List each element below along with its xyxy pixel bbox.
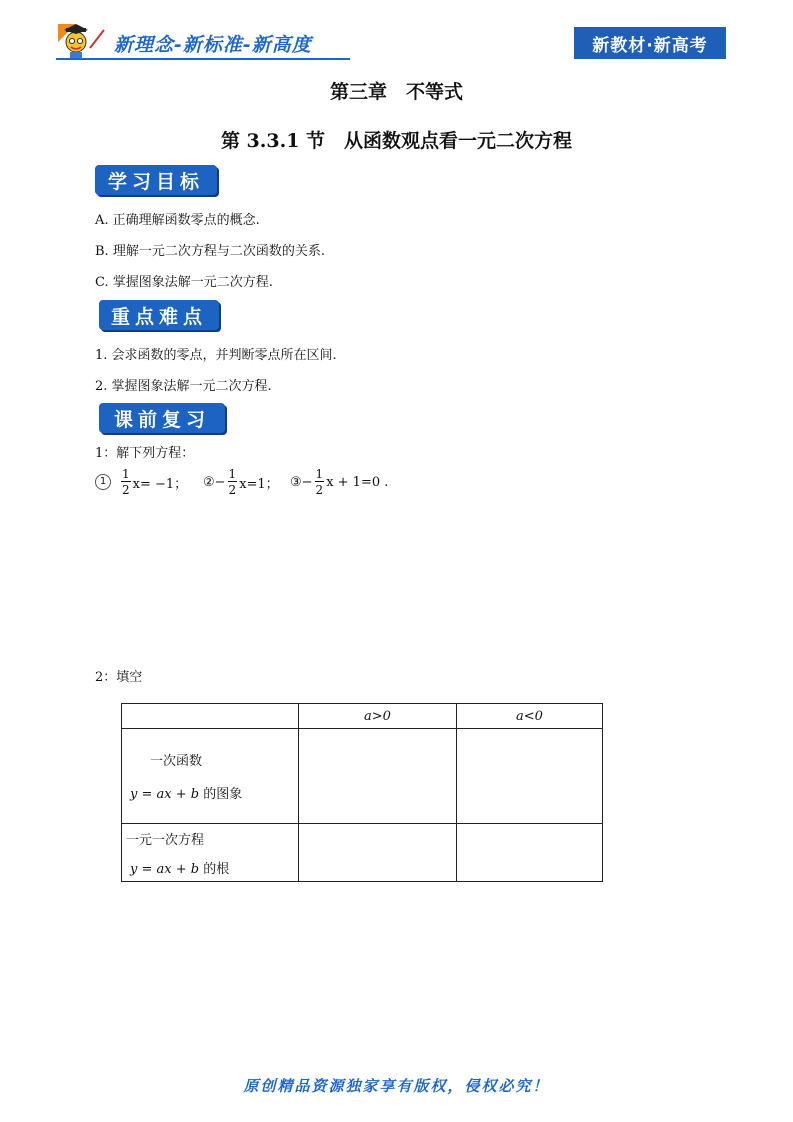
equation-2-marker: ②− bbox=[203, 474, 226, 490]
equation-3-rest: x + 1=0 . bbox=[326, 474, 389, 490]
equation-3-marker: ③− bbox=[290, 474, 313, 490]
objective-item: A. 正确理解函数零点的概念. bbox=[95, 213, 260, 228]
fraction: $\frac{1}{2}$ bbox=[122, 467, 130, 497]
header-badge: 新教材·新高考 bbox=[574, 27, 726, 59]
equation-1 bbox=[95, 468, 187, 496]
table-row bbox=[122, 729, 603, 824]
question-1-label: 1：解下列方程： bbox=[95, 446, 195, 461]
fraction: $\frac{1}{2}$ bbox=[228, 467, 237, 497]
equation-2 bbox=[203, 468, 279, 496]
answer-cell[interactable] bbox=[299, 729, 457, 824]
header-underline bbox=[56, 58, 350, 60]
answer-cell[interactable] bbox=[457, 729, 603, 824]
objective-item: C. 掌握图象法解一元二次方程. bbox=[95, 275, 273, 290]
table-row bbox=[122, 824, 603, 882]
answer-cell[interactable] bbox=[457, 824, 603, 882]
equation-3 bbox=[290, 468, 388, 496]
answer-cell[interactable] bbox=[299, 824, 457, 882]
chapter-title: 第三章 不等式 bbox=[329, 81, 463, 103]
table-row-label: 一次函数 y = ax + b 的图象 bbox=[122, 729, 299, 824]
keypoint-item: 1. 会求函数的零点，并判断零点所在区间. bbox=[95, 348, 337, 363]
header-slogan: 新理念-新标准-新高度 bbox=[114, 34, 312, 56]
objective-item: B. 理解一元二次方程与二次函数的关系. bbox=[95, 244, 325, 259]
copyright-footer: 原创精品资源独家享有版权，侵权必究！ bbox=[243, 1077, 550, 1095]
review-badge: 课前复习 bbox=[99, 403, 225, 433]
table-header-row bbox=[122, 704, 603, 729]
circle-marker-icon: 1 bbox=[95, 474, 111, 490]
keypoint-item: 2. 掌握图象法解一元二次方程. bbox=[95, 379, 272, 394]
section-title: 第 3.3.1 节 从函数观点看一元二次方程 bbox=[220, 130, 573, 152]
table-header-cell: a<0 bbox=[457, 704, 603, 729]
table-row-label: 一元一次方程 y = ax + b 的根 bbox=[122, 824, 299, 882]
question-2-label: 2：填空 bbox=[95, 670, 143, 685]
keypoints-badge: 重点难点 bbox=[99, 300, 219, 330]
fraction: $\frac{1}{2}$ bbox=[315, 467, 324, 497]
table-header-cell bbox=[122, 704, 299, 729]
equation-2-rest: x=1； bbox=[239, 476, 279, 492]
fill-in-table bbox=[121, 703, 603, 882]
equation-1-rest: x= −1； bbox=[132, 476, 188, 492]
objectives-badge: 学习目标 bbox=[95, 165, 217, 195]
table-header-cell: a>0 bbox=[299, 704, 457, 729]
